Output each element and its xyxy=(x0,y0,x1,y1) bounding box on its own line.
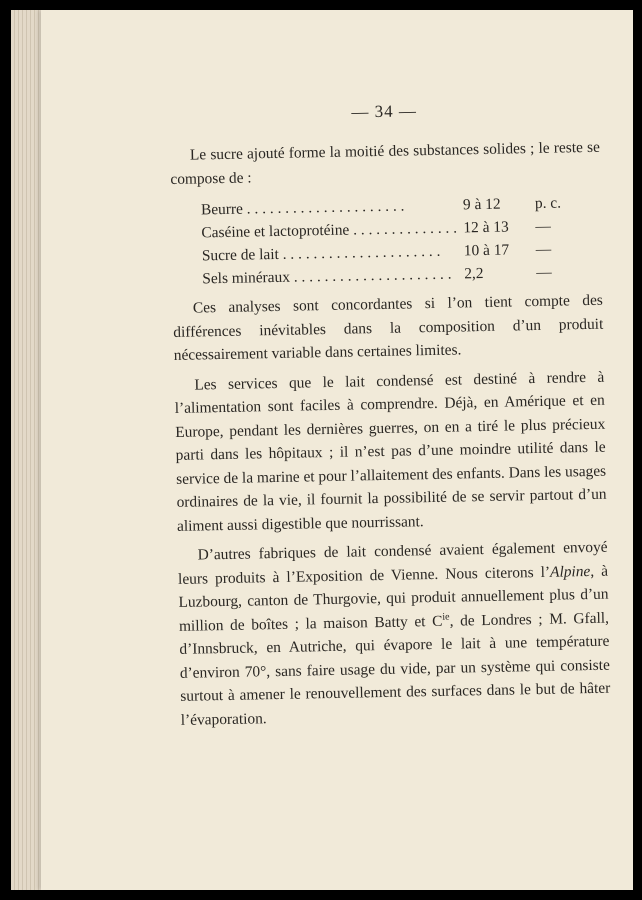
composition-label: Caséine et lactoprotéine . . . xyxy=(201,216,457,244)
paragraph-text: , de Londres ; M. Gfall, d’Innsbruck, en Autriche, qui évapore le lait à une température d’environ 70°, sans faire usage du vide, par un système qui consiste surtout à amener le renouvellement des surfaces dans le but de hâter l’évaporation. xyxy=(179,609,611,729)
page-number: — 34 — xyxy=(351,101,418,122)
composition-label: Beurre . . . xyxy=(201,193,457,221)
scan-frame xyxy=(11,10,633,890)
composition-label: Sucre de lait . . . xyxy=(202,239,458,267)
composition-unit: — xyxy=(535,240,552,258)
superscript: ie xyxy=(442,611,450,623)
composition-value: 2,2 xyxy=(464,264,484,283)
paragraph-services: Les services que le lait condensé est destiné à rendre à l’alimentation sont faciles à comprendre. Déjà, en Amérique et en Europe, pendant les dernières guerres, on en a tiré le plus précieux parti dans les hôpitaux ; il n’est pas d’une moindre utilité dans le service de la marine et pour l’allaitement des enfants. Dans les usages ordinaires de la vie, il fournit la possibilité de se servir partout d’un aliment aussi digestible que nourrissant. xyxy=(174,368,607,535)
page-text xyxy=(169,98,611,732)
composition-unit: p. c. xyxy=(534,194,562,212)
composition-label: Sels minéraux . . . xyxy=(202,262,458,290)
paragraph-text: D’autres fabriques de lait condensé avaient également envoyé leurs produits à l’Exposition de Vienne. Nous citerons l’ xyxy=(177,538,608,588)
paragraph-intro: Le sucre ajouté forme la moitié des substances solides ; le reste se compose de : xyxy=(170,138,601,188)
composition-value: 10 à 17 xyxy=(463,241,510,260)
paragraph-analyses: Ces analyses sont concordantes si l’on tient compte des différences inévitables dans la composition d’un produit nécessairement variable dans certaines limites. xyxy=(173,291,604,364)
composition-unit: — xyxy=(536,263,552,281)
composition-unit: — xyxy=(535,217,551,235)
composition-value: 12 à 13 xyxy=(463,218,509,237)
composition-value: 9 à 12 xyxy=(462,195,501,214)
italic-name: Alpine xyxy=(549,562,591,581)
composition-table xyxy=(201,191,573,290)
paragraph-text: , à Luzbourg, canton de Thurgovie, qui produit annuellement plus d’un million de boîtes ; la maison Batty et C xyxy=(178,562,609,635)
paragraph-fabriques xyxy=(177,536,611,732)
